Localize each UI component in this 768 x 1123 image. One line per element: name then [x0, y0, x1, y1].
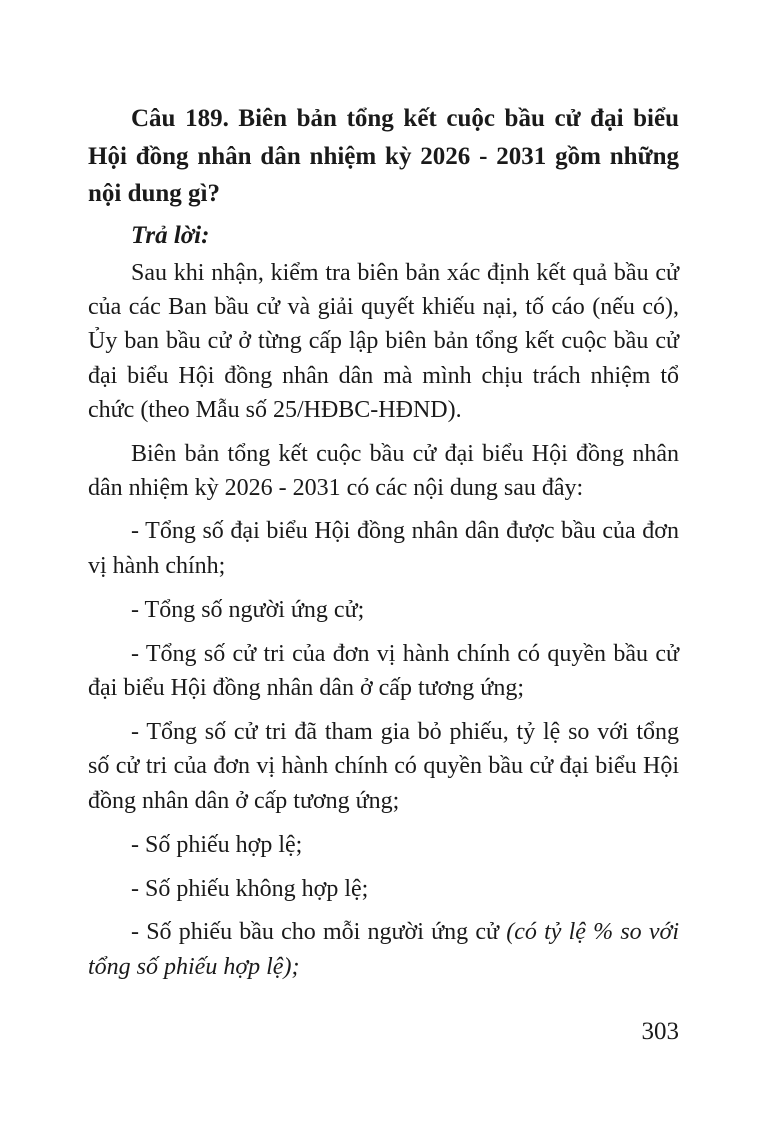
question-title: Câu 189. Biên bản tổng kết cuộc bầu cử đại biểu Hội đồng nhân dân nhiệm kỳ 2026 - 2031 gồm những nội dung gì?	[88, 105, 679, 207]
list-item-last	[88, 915, 679, 984]
list-item: - Số phiếu không hợp lệ;	[131, 875, 369, 902]
answer-lead-paragraph: Biên bản tổng kết cuộc bầu cử đại biểu Hội đồng nhân dân nhiệm kỳ 2026 - 2031 có các nội dung sau đây:	[88, 440, 679, 501]
answer-label: Trả lời:	[131, 221, 210, 249]
list-item: - Tổng số đại biểu Hội đồng nhân dân được bầu của đơn vị hành chính;	[88, 518, 679, 579]
list-item-last-note: (có tỷ lệ % so với tổng số phiếu hợp lệ);	[88, 919, 680, 980]
list-item-last-text: - Số phiếu bầu cho mỗi người ứng cử	[131, 919, 507, 946]
list-item: - Tổng số người ứng cử;	[131, 596, 365, 623]
list-item: - Số phiếu hợp lệ;	[131, 831, 303, 858]
answer-intro-paragraph: Sau khi nhận, kiểm tra biên bản xác định kết quả bầu cử của các Ban bầu cử và giải quyết khiếu nại, tố cáo (nếu có), Ủy ban bầu cử ở từng cấp lập biên bản tổng kết cuộc bầu cử đại biểu Hội đồng nhân dân mà mình chịu trách nhiệm tổ chức (theo Mẫu số 25/HĐBC-HĐND).	[88, 259, 679, 424]
document-page	[88, 100, 679, 994]
list-item: - Tổng số cử tri của đơn vị hành chính có quyền bầu cử đại biểu Hội đồng nhân dân ở cấp tương ứng;	[88, 640, 679, 701]
list-item: - Tổng số cử tri đã tham gia bỏ phiếu, tỷ lệ so với tổng số cử tri của đơn vị hành chính có quyền bầu cử đại biểu Hội đồng nhân dân ở cấp tương ứng;	[88, 718, 679, 814]
page-number: 303	[641, 1018, 679, 1045]
